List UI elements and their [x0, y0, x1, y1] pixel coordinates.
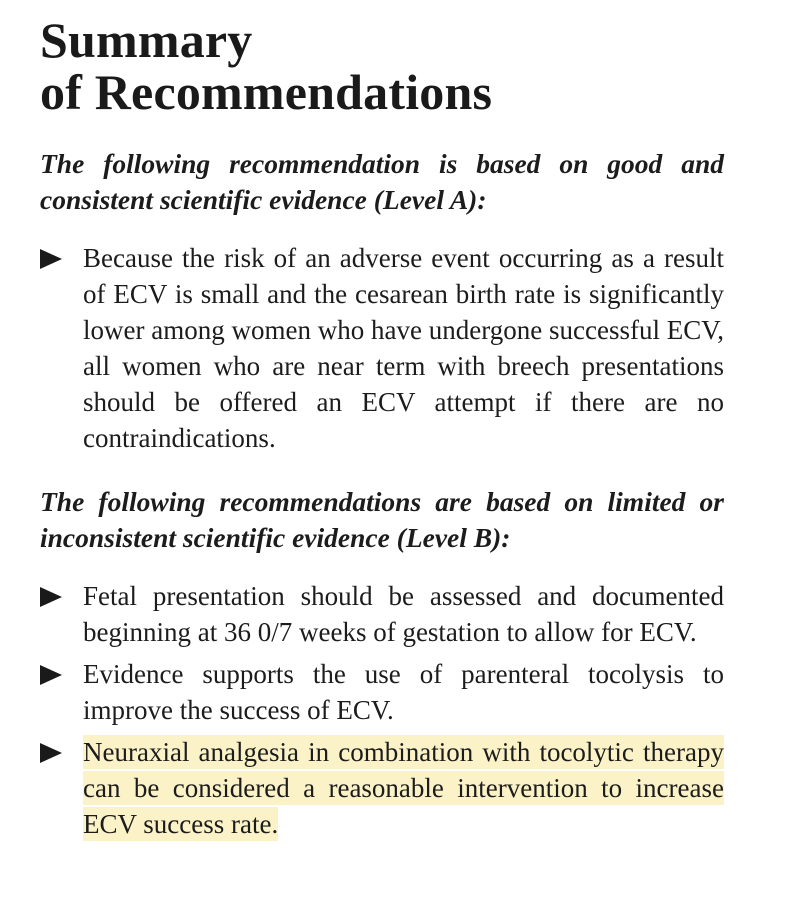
list-item — [40, 656, 724, 728]
document-page — [40, 14, 724, 848]
triangle-right-icon — [40, 743, 62, 763]
recommendation-text: Because the risk of an adverse event occurring as a result of ECV is small and the cesarean birth rate is significantly lower among women who have undergone successful ECV, all women who are near term with breech presentations should be offered an ECV attempt if there are no contraindications. — [83, 243, 724, 453]
page-title-line-1: Summary — [40, 12, 253, 68]
highlighted-recommendation-text — [83, 734, 724, 842]
triangle-right-icon — [40, 665, 62, 685]
level-b-recommendations — [40, 578, 724, 842]
triangle-right-icon — [40, 587, 62, 607]
level-a-heading: The following recommendation is based on good and consistent scientific evidence (Level A): — [40, 148, 724, 215]
list-item — [40, 578, 724, 650]
page-title-line-2: of Recommendations — [40, 64, 493, 120]
recommendation-text: Fetal presentation should be assessed and documented beginning at 36 0/7 weeks of gestation to allow for ECV. — [83, 581, 724, 647]
recommendation-text: Evidence supports the use of parenteral tocolysis to improve the success of ECV. — [83, 659, 724, 725]
level-b-heading: The following recommendations are based on limited or inconsistent scientific evidence (Level B): — [40, 486, 724, 553]
triangle-right-icon — [40, 249, 62, 269]
text-highlight: Neuraxial analgesia in combination with tocolytic therapy can be considered a reasonable intervention to increase ECV success rate. — [83, 737, 724, 839]
list-item — [40, 734, 724, 842]
page-title — [40, 14, 724, 118]
list-item — [40, 240, 724, 456]
level-a-recommendations — [40, 240, 724, 456]
